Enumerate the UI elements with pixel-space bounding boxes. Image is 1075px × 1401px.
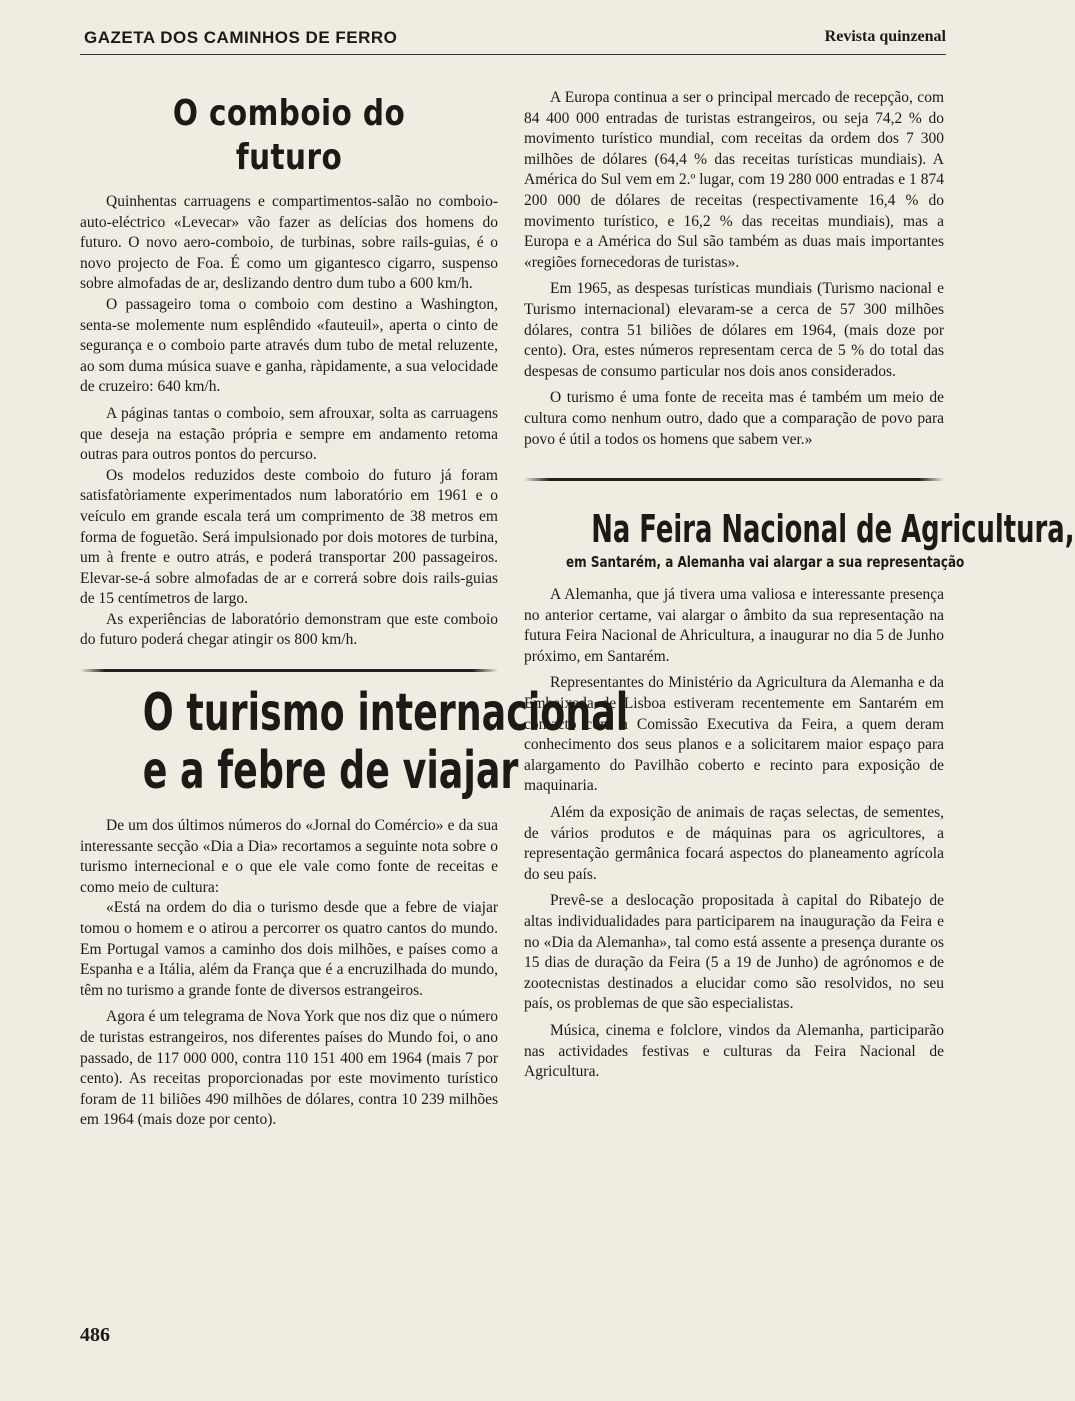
article3-title: Na Feira Nacional de Agricultura, (591, 507, 1075, 552)
section-divider (80, 669, 498, 672)
article3-paragraph: Música, cinema e folclore, vindos da Alemanha, participarão nas actividades festivas e culturas da Feira Nacional de Agricultura. (524, 1021, 944, 1081)
article2-paragraph: Em 1965, as despesas turísticas mundiais (Turismo nacional e Turismo internacional) elevaram-se a cerca de 57 300 milhões dólares, contra 51 biliões de dólares em 1964, (mais doze por cento). Ora, estes números representam cerca de 5 % do total das despesas de consumo particular nos dois anos considerados. (524, 280, 944, 380)
section-divider (524, 478, 944, 481)
article2-paragraph: A Europa continua a ser o principal mercado de recepção, com 84 400 000 entradas de turistas estrangeiros, ou seja 74,2 % do movimento turístico mundial, com receitas da ordem dos 7 300 milhões de dólares (64,4 % das receitas turísticas mundiais). A América do Sul vem em 2.º lugar, com 19 280 000 entradas e 1 874 200 000 de dólares de receitas (respectivamente 16,4 % do movimento turístico, e 16,2 % das receitas mundiais), mas a Europa e a América do Sul são também as duas mais importantes «regiões fornecedoras de turistas». (524, 89, 944, 271)
article3-paragraph: A Alemanha, que já tivera uma valiosa e interessante presença no anterior certame, vai alargar o âmbito da sua representação na futura Feira Nacional de Ahricultura, a inaugurar no dia 5 de Junho próximo, em Santarém. (524, 586, 944, 665)
article1-title: O comboio do futuro (172, 93, 406, 178)
page-number: 486 (80, 1324, 110, 1346)
article1-paragraph: O passageiro toma o comboio com destino a Washington, senta-se molemente num esplêndido «fauteuil», aperta o cinto de segurança e o comboio parte através dum tubo de metal reluzente, ao som duma música suave e ganha, ràpidamente, a sua velocidade de cruzeiro: 640 km/h. (80, 295, 498, 396)
right-column (524, 88, 1075, 1083)
left-column (80, 88, 629, 1131)
article2-paragraph: O turismo é uma fonte de receita mas é também um meio de cultura como nenhum outro, dado que a comparação de povo para povo é útil a todos os homens que sabem ver.» (524, 389, 944, 448)
publication-title: GAZETA DOS CAMINHOS DE FERRO (84, 28, 398, 47)
article2-title-line1: O turismo internacional (142, 683, 629, 744)
article3-paragraph: Representantes do Ministério da Agricultura da Alemanha e da Embaixada de Lisboa estiveram recentemente em Santarém em contacto com a Comissão Executiva da Feira, a quem deram conhecimento dos seus planos e a solicitarem maior espaço para alargamento do Pavilhão coberto e recinto para exposição de maquinaria. (524, 674, 944, 795)
article3-paragraph: Além da exposição de animais de raças selectas, de sementes, de vários produtos e de máquinas para os agricultores, a representação germânica focará aspectos do planeamento agrícola do seu país. (524, 804, 944, 883)
article2-paragraph: De um dos últimos números do «Jornal do Comércio» e da sua interessante secção «Dia a Dia» recortamos a seguinte nota sobre o turismo internecional e o que ele vale como fonte de receitas e como meio de cultura: (80, 817, 498, 896)
article1-paragraph: As experiências de laboratório demonstram que este comboio do futuro poderá chegar atingir os 800 km/h. (80, 610, 498, 649)
article3-paragraph: Prevê-se a deslocação propositada à capital do Ribatejo de altas individualidades para participarem na inauguração da Feira e no «Dia da Alemanha», tal como está assente a presença durante os 15 dias de duração da Feira (5 a 19 de Junho) de agrónomos e de zootecnistas destinados a elucidar como são resolvidos, no seu país, os problemas de que são especialistas. (524, 892, 944, 1013)
article1-paragraph: Os modelos reduzidos deste comboio do futuro já foram satisfatòriamente experimentados num laboratório em 1961 e o veículo em grande escala terá um comprimento de 38 metros em forma de foguetão. Será impulsionado por dois motores de turbina, um à frente e outro atrás, e poderá transportar 200 passageiros. Elevar-se-á sobre almofadas de ar e correrá sobre dois rails-guias de 15 centímetros de largo. (80, 466, 498, 608)
article3-subtitle: em Santarém, a Alemanha vai alargar a sua representação (566, 553, 965, 572)
running-header (80, 26, 946, 55)
article2-paragraph: «Está na ordem do dia o turismo desde que a febre de viajar tomou o homem e o atirou a percorrer os quatro cantos do mundo. Em Portugal vamos a caminho dos dois milhões, e países como a Espanha e a Itália, além da França que é a encruzilhada do mundo, têm no turismo a grande fonte de diversos estrangeiros. (80, 899, 498, 999)
article2-title-line2: e a febre de viajar (142, 741, 519, 802)
article2-paragraph: Agora é um telegrama de Nova York que nos diz que o número de turistas estrangeiros, nos diferentes países do Mundo foi, o ano passado, de 117 000 000, contra 110 151 400 em 1964 (mais 7 por cento). As receitas proporcionadas por este movimento turístico foram de 11 biliões 490 milhões de dólares, contra 10 239 milhões em 1964 (mais doze por cento). (80, 1008, 498, 1129)
article1-paragraph: Quinhentas carruagens e compartimentos-salão no comboio-auto-eléctrico «Levecar» vão fazer as delícias dos homens do futuro. O novo aero-comboio, de turbinas, sobre rails-guias, é o novo projecto de Foa. É como um gigantesco cigarro, suspenso sobre almofadas de ar, deslizando dentro dum tubo a 600 km/h. (80, 193, 498, 293)
article1-paragraph: A páginas tantas o comboio, sem afrouxar, solta as carruagens que deseja na estação própria e sempre em andamento retoma outras para outros pontos do percurso. (80, 404, 498, 464)
publication-frequency: Revista quinzenal (824, 28, 946, 45)
